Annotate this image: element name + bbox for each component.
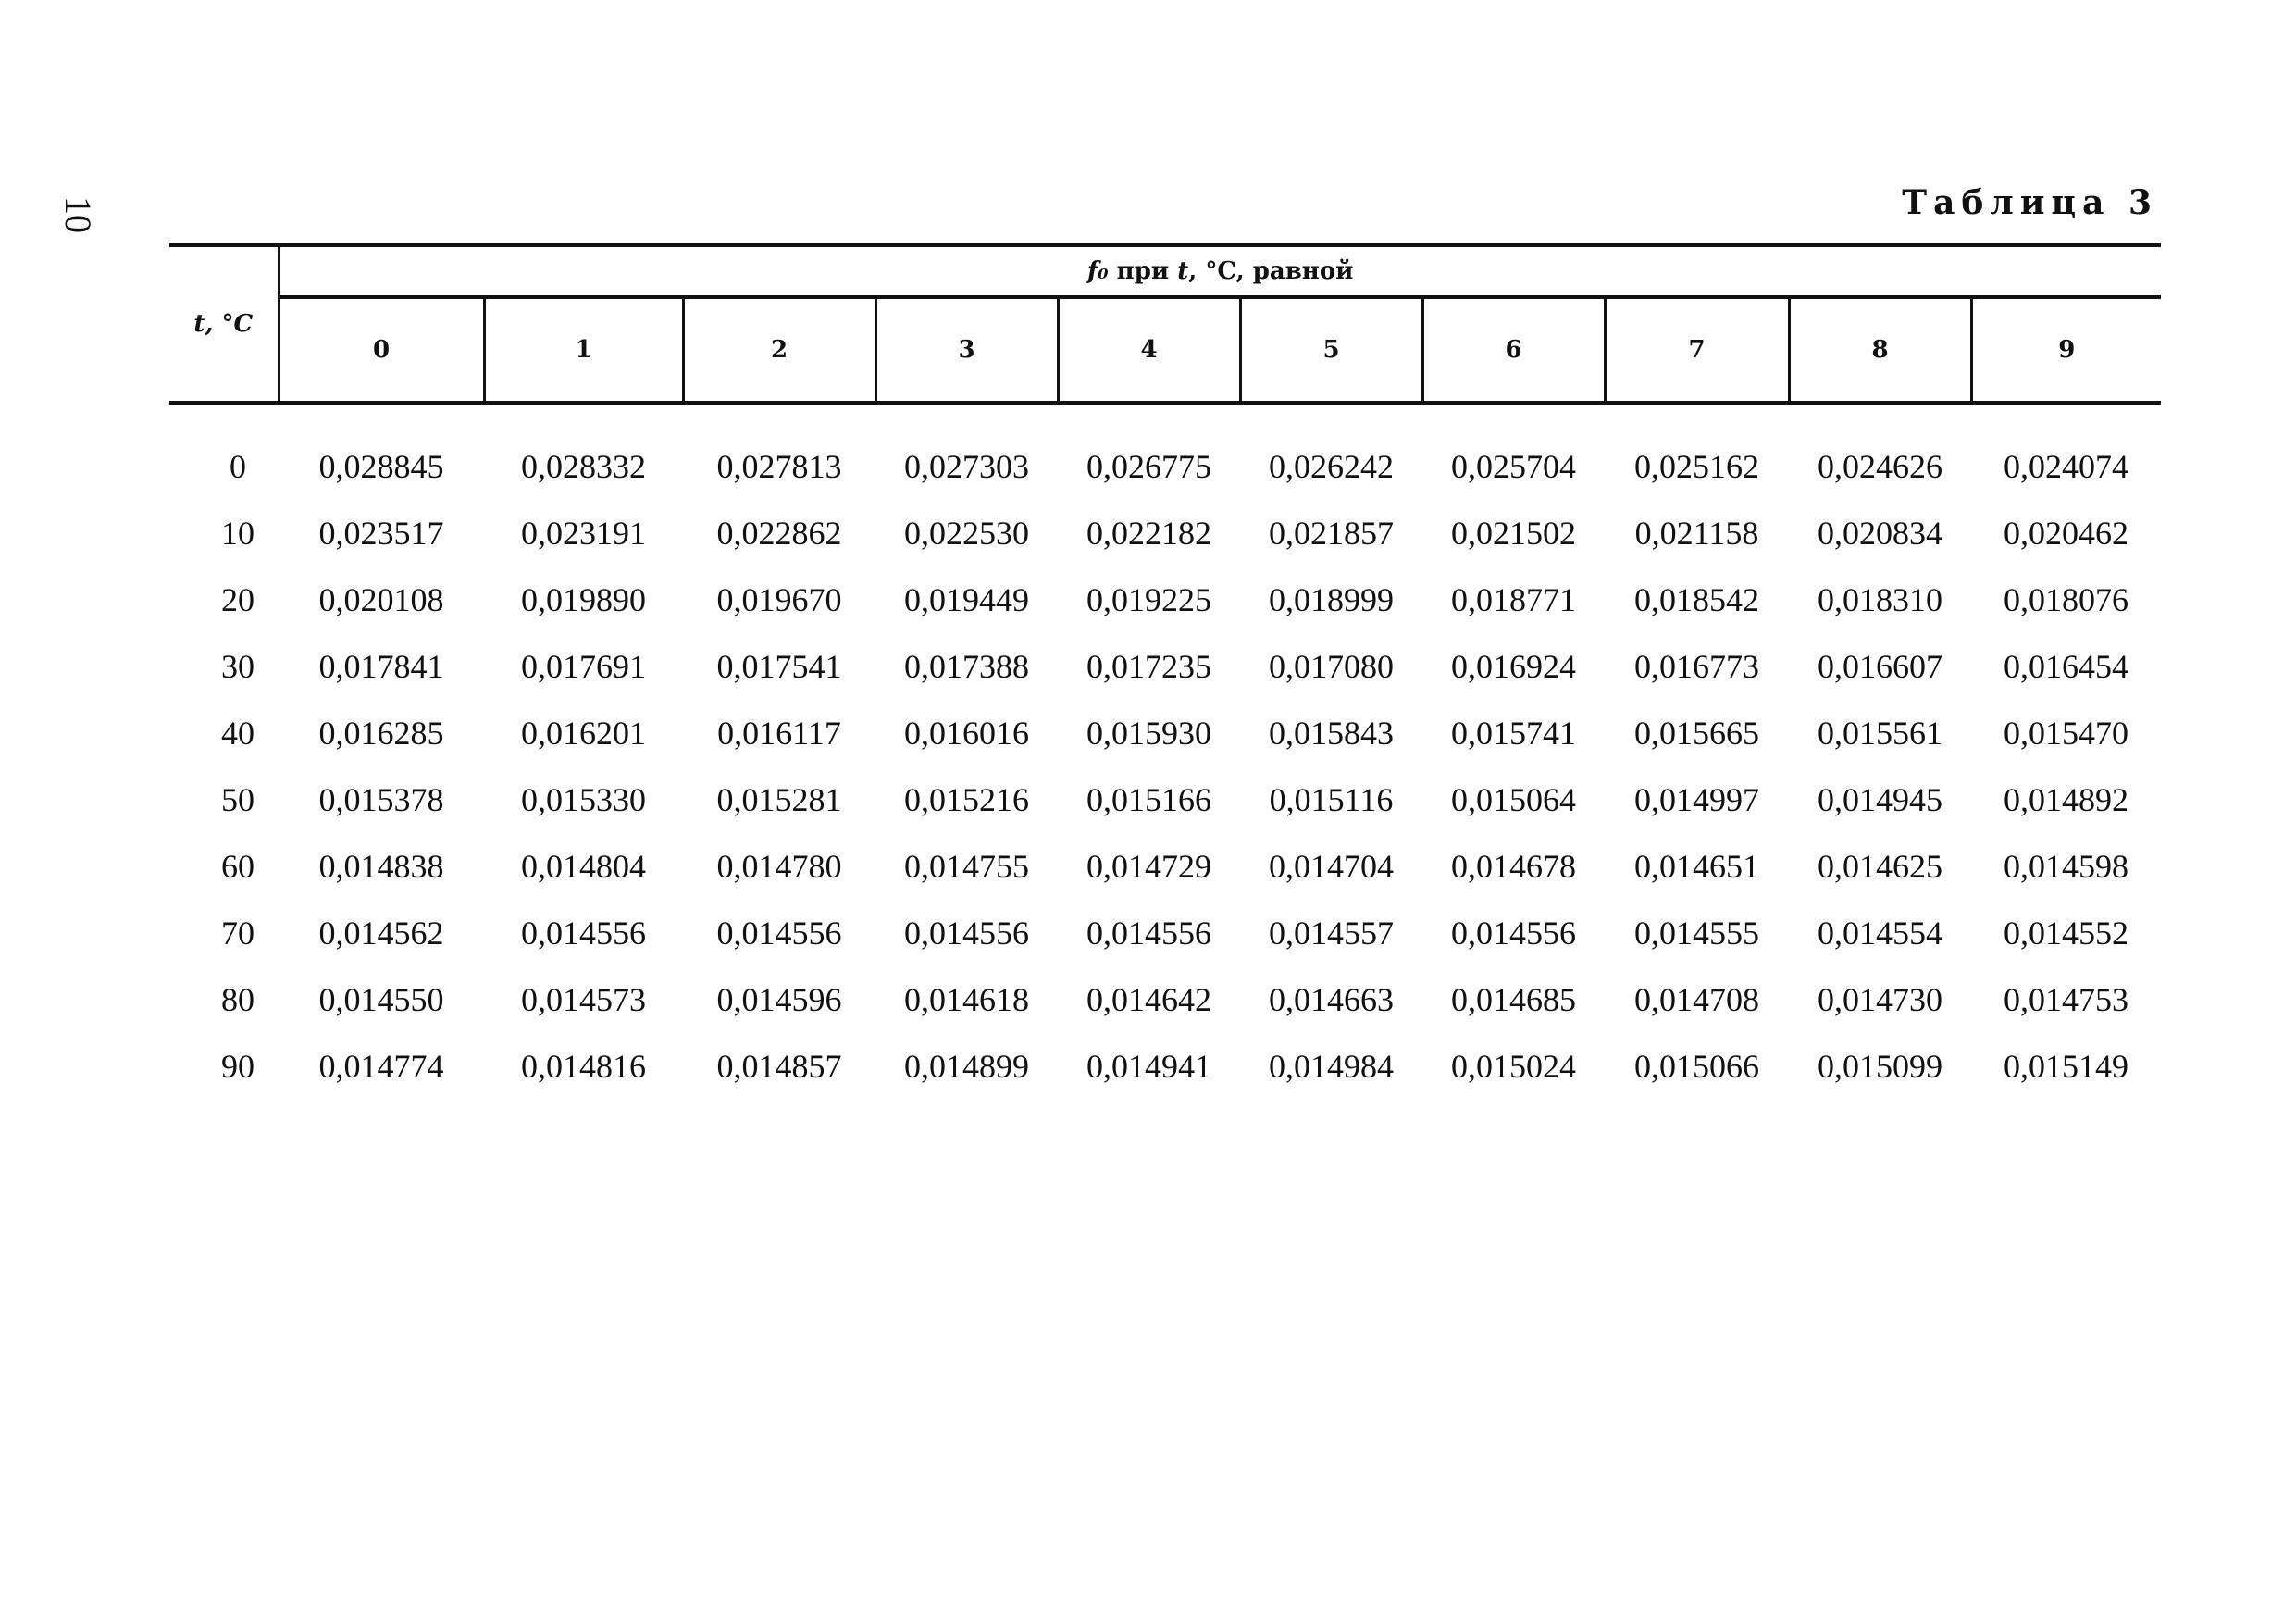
table-cell: 0,017841 (318, 648, 444, 685)
table-cell: 0,023191 (521, 515, 646, 552)
table-cell: 0,015741 (1451, 715, 1576, 752)
table-cell: 0,016285 (318, 715, 444, 752)
table-cell: 0,017080 (1269, 648, 1394, 685)
table-cell: 0,028845 (318, 448, 444, 485)
row-header-label: t, °C (169, 245, 279, 404)
table-cell: 0,014663 (1269, 981, 1394, 1018)
table-cell: 0,014556 (716, 915, 842, 952)
table-cell: 0,014857 (716, 1048, 842, 1085)
table-cell: 0,014554 (1818, 915, 1942, 952)
table-cell: 0,014552 (2004, 915, 2128, 952)
table-cell: 0,017235 (1086, 648, 1211, 685)
table-cell: 0,014804 (521, 848, 646, 885)
table-row (169, 766, 2161, 833)
data-table (169, 243, 2161, 1100)
table-cell: 0,028332 (521, 448, 646, 485)
table-cell: 0,018542 (1634, 581, 1759, 618)
table-cell: 0,014625 (1818, 848, 1942, 885)
table-cell: 0,024074 (2004, 448, 2128, 485)
table-cell: 0,014755 (904, 848, 1029, 885)
table-cell: 0,014774 (318, 1048, 444, 1085)
table-cell: 0,015149 (2004, 1048, 2128, 1085)
table-cell: 0,018999 (1269, 581, 1394, 618)
table-cell: 0,014753 (2004, 981, 2128, 1018)
row-temperature: 0 (230, 448, 246, 485)
table-cell: 0,014651 (1634, 848, 1759, 885)
table-cell: 0,014729 (1086, 848, 1211, 885)
table-cell: 0,017691 (521, 648, 646, 685)
table-cell: 0,016201 (521, 715, 646, 752)
table-cell: 0,014618 (904, 981, 1029, 1018)
table-cell: 0,016454 (2004, 648, 2128, 685)
table-cell: 0,015378 (318, 781, 444, 818)
table-cell: 0,019449 (904, 581, 1029, 618)
table-cell: 0,027303 (904, 448, 1029, 485)
table-cell: 0,025162 (1634, 448, 1759, 485)
column-header: 7 (1605, 297, 1789, 404)
row-temperature: 70 (221, 915, 254, 952)
table-cell: 0,015470 (2004, 715, 2128, 752)
table-cell: 0,021857 (1269, 515, 1394, 552)
table-cell: 0,015116 (1269, 781, 1394, 818)
table-cell: 0,014984 (1269, 1048, 1394, 1085)
table-cell: 0,017541 (716, 648, 842, 685)
page-number: 10 (57, 196, 99, 233)
table-cell: 0,014556 (1086, 915, 1211, 952)
column-header: 3 (875, 297, 1058, 404)
table-cell: 0,014573 (521, 981, 646, 1018)
table-cell: 0,020462 (2004, 515, 2128, 552)
table-cell: 0,014685 (1451, 981, 1576, 1018)
table-row (169, 566, 2161, 633)
table-row (169, 900, 2161, 966)
table-cell: 0,027813 (716, 448, 842, 485)
table-cell: 0,015561 (1818, 715, 1942, 752)
table-cell: 0,023517 (318, 515, 444, 552)
table-row (169, 633, 2161, 700)
table-cell: 0,021502 (1451, 515, 1576, 552)
row-temperature: 40 (221, 715, 254, 752)
table-cell: 0,018076 (2004, 581, 2128, 618)
table-cell: 0,026242 (1269, 448, 1394, 485)
table-body (169, 404, 2161, 1101)
table-cell: 0,019225 (1086, 581, 1211, 618)
table-cell: 0,018310 (1818, 581, 1942, 618)
table-cell: 0,014892 (2004, 781, 2128, 818)
table-cell: 0,015066 (1634, 1048, 1759, 1085)
table-cell: 0,024626 (1818, 448, 1942, 485)
group-header-text-b: , °C, равной (1188, 257, 1354, 285)
row-temperature: 20 (221, 581, 254, 618)
table-row (169, 700, 2161, 766)
table-cell: 0,014941 (1086, 1048, 1211, 1085)
table-cell: 0,020834 (1818, 515, 1942, 552)
table-cell: 0,015024 (1451, 1048, 1576, 1085)
table-cell: 0,014997 (1634, 781, 1759, 818)
group-header-var: t (1177, 257, 1189, 285)
row-temperature: 30 (221, 648, 254, 685)
column-header: 1 (484, 297, 683, 404)
row-temperature: 80 (221, 981, 254, 1018)
table-cell: 0,016924 (1451, 648, 1576, 685)
row-temperature: 10 (221, 515, 254, 552)
table-cell: 0,015099 (1818, 1048, 1942, 1085)
table-cell: 0,014598 (2004, 848, 2128, 885)
table-cell: 0,015281 (716, 781, 842, 818)
table-cell: 0,014730 (1818, 981, 1942, 1018)
table-cell: 0,014556 (1451, 915, 1576, 952)
group-header-symbol: f₀ (1087, 257, 1109, 285)
table-cell: 0,014556 (521, 915, 646, 952)
group-header-text-a: при (1108, 257, 1178, 285)
table-cell: 0,015216 (904, 781, 1029, 818)
table-cell: 0,014555 (1634, 915, 1759, 952)
table-cell: 0,015330 (521, 781, 646, 818)
table-cell: 0,022862 (716, 515, 842, 552)
table-cell: 0,015930 (1086, 715, 1211, 752)
column-header: 0 (279, 297, 484, 404)
table-cell: 0,020108 (318, 581, 444, 618)
table-row (169, 1033, 2161, 1100)
table-cell: 0,015843 (1269, 715, 1394, 752)
table-cell: 0,016016 (904, 715, 1029, 752)
column-header: 8 (1789, 297, 1971, 404)
header-row-columns (169, 297, 2161, 404)
table-cell: 0,016117 (717, 715, 841, 752)
row-temperature: 50 (221, 781, 254, 818)
column-header: 9 (1971, 297, 2161, 404)
table-cell: 0,014596 (716, 981, 842, 1018)
table-cell: 0,016607 (1818, 648, 1942, 685)
table-row (169, 404, 2161, 501)
table-cell: 0,019670 (716, 581, 842, 618)
table-cell: 0,018771 (1451, 581, 1576, 618)
table-cell: 0,015166 (1086, 781, 1211, 818)
table-cell: 0,021158 (1634, 515, 1759, 552)
table-cell: 0,015665 (1634, 715, 1759, 752)
table-cell: 0,014899 (904, 1048, 1029, 1085)
table-cell: 0,017388 (904, 648, 1029, 685)
header-row-group (169, 245, 2161, 298)
column-header: 4 (1058, 297, 1240, 404)
table-cell: 0,014557 (1269, 915, 1394, 952)
table-cell: 0,019890 (521, 581, 646, 618)
table-cell: 0,016773 (1634, 648, 1759, 685)
table-cell: 0,015064 (1451, 781, 1576, 818)
table-cell: 0,014562 (318, 915, 444, 952)
column-header: 2 (683, 297, 875, 404)
row-temperature: 60 (221, 848, 254, 885)
table-cell: 0,022182 (1086, 515, 1211, 552)
table-cell: 0,014678 (1451, 848, 1576, 885)
group-header (279, 245, 2161, 298)
table-caption: Таблица 3 (1902, 183, 2158, 222)
table-cell: 0,025704 (1451, 448, 1576, 485)
table-cell: 0,022530 (904, 515, 1029, 552)
row-temperature: 90 (221, 1048, 254, 1085)
table-cell: 0,014642 (1086, 981, 1211, 1018)
table-cell: 0,014556 (904, 915, 1029, 952)
table-cell: 0,014704 (1269, 848, 1394, 885)
table-cell: 0,026775 (1086, 448, 1211, 485)
table-cell: 0,014708 (1634, 981, 1759, 1018)
table-cell: 0,014816 (521, 1048, 646, 1085)
table-cell: 0,014780 (716, 848, 842, 885)
table-row (169, 833, 2161, 900)
column-header: 5 (1240, 297, 1422, 404)
table-cell: 0,014838 (318, 848, 444, 885)
table-row (169, 966, 2161, 1033)
column-header: 6 (1422, 297, 1605, 404)
table-cell: 0,014945 (1818, 781, 1942, 818)
table-cell: 0,014550 (318, 981, 444, 1018)
table-row (169, 500, 2161, 566)
